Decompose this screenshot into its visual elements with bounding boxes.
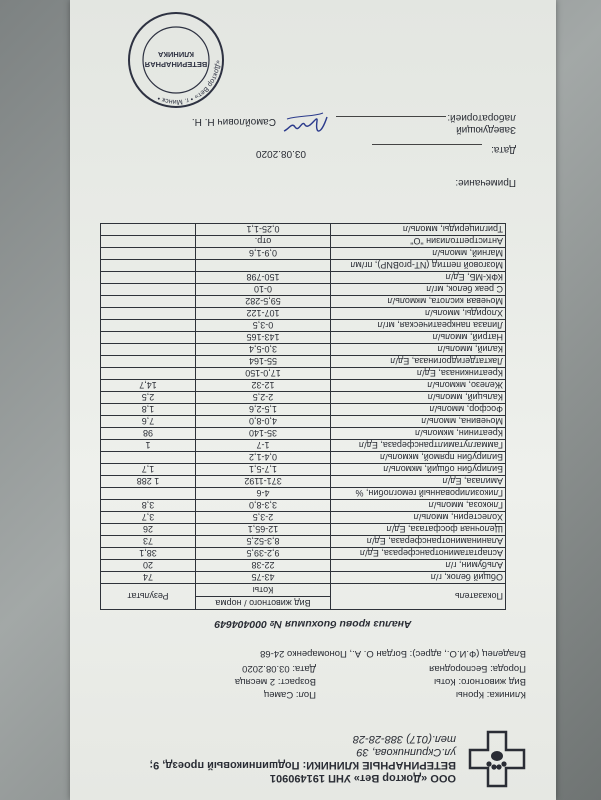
result-cell: 3,8 [101, 500, 196, 512]
table-row [101, 272, 506, 284]
clinic-legal-name: ООО «Доктор Вет» УНП 191490901 [269, 772, 456, 784]
result-cell [101, 332, 196, 344]
breed-field: Порода: Беспородная [429, 663, 526, 674]
norm-cell: 8,3-52,5 [196, 536, 331, 548]
table-row [101, 440, 506, 452]
sex-field: Пол: Самец [263, 689, 316, 700]
result-cell [101, 296, 196, 308]
clinic-phone: тел.(017) 388-28-28 [352, 733, 456, 745]
norm-cell: 17,0-150 [196, 368, 331, 380]
result-cell: 1 288 [101, 476, 196, 488]
header-indicator: Показатель [331, 584, 506, 610]
date-field: Дата: 03.08.2020 [242, 663, 316, 674]
result-cell [101, 284, 196, 296]
analysis-title: Анализ крови биохимия № 000404649 [214, 618, 412, 630]
species-field: Вид животного: Коты [434, 676, 526, 687]
result-cell [101, 272, 196, 284]
report-footer [96, 105, 516, 188]
indicator-cell: КФК-МБ, Ед/л [331, 272, 506, 284]
result-cell [101, 308, 196, 320]
footer-date-value: 03.08.2020 [255, 148, 306, 159]
result-cell: 98 [101, 428, 196, 440]
table-row [101, 524, 506, 536]
head-label-line1: Заведующий [456, 124, 516, 135]
table-row [101, 392, 506, 404]
indicator-cell: С реак белок, мг/л [331, 284, 506, 296]
norm-cell: 1-7 [196, 440, 331, 452]
norm-cell: 12-65,1 [196, 524, 331, 536]
result-cell [101, 368, 196, 380]
result-cell [101, 452, 196, 464]
table-row [101, 572, 506, 584]
indicator-cell: Креатинин, мкмоль/л [331, 428, 506, 440]
norm-cell: 12-32 [196, 380, 331, 392]
norm-cell: 43-75 [196, 572, 331, 584]
norm-cell: 0,4-1,2 [196, 452, 331, 464]
table-row [101, 320, 506, 332]
indicator-cell: Альбумин, г/л [331, 560, 506, 572]
indicator-cell: Хлориды, ммоль/л [331, 308, 506, 320]
table-row [101, 344, 506, 356]
indicator-cell: Калий, ммоль/л [331, 344, 506, 356]
norm-cell: 0-3,5 [196, 320, 331, 332]
norm-cell: 55-164 [196, 356, 331, 368]
indicator-cell: Железо, мкмоль/л [331, 380, 506, 392]
indicator-cell: Амилаза, Ед/л [331, 476, 506, 488]
table-row [101, 416, 506, 428]
table-row [101, 224, 506, 236]
table-row [101, 248, 506, 260]
footer-date-label: Дата: [491, 144, 516, 155]
result-cell: 2,5 [101, 392, 196, 404]
clinic-address-line: ВЕТЕРИНАРНЫЕ КЛИНИКИ: Подшипниковый проезд, 9; [149, 759, 456, 771]
indicator-cell: Натрий, ммоль/л [331, 332, 506, 344]
norm-cell: 1,7-5,1 [196, 464, 331, 476]
veterinary-cross-paw-icon [468, 730, 526, 788]
result-cell [101, 320, 196, 332]
norm-cell: 9,2-39,5 [196, 548, 331, 560]
indicator-cell: Билирубин прямой, мкмоль/л [331, 452, 506, 464]
table-row [101, 500, 506, 512]
indicator-cell: Холестерин, ммоль/л [331, 512, 506, 524]
table-row [101, 368, 506, 380]
result-cell [101, 248, 196, 260]
result-cell: 20 [101, 560, 196, 572]
patient-form [96, 645, 526, 700]
result-cell [101, 260, 196, 272]
table-row [101, 488, 506, 500]
indicator-cell: Липаза панкреатическая, мг/л [331, 320, 506, 332]
table-row [101, 380, 506, 392]
norm-cell: 4,0-8,0 [196, 416, 331, 428]
result-cell [101, 224, 196, 236]
result-cell: 7,6 [101, 416, 196, 428]
norm-cell: 0,25-1,1 [196, 224, 331, 236]
table-row [101, 404, 506, 416]
indicator-cell: Билирубин общий, мкмоль/л [331, 464, 506, 476]
table-row [101, 356, 506, 368]
result-cell: 38,1 [101, 548, 196, 560]
norm-cell: 59,5-282 [196, 296, 331, 308]
table-row [101, 236, 506, 248]
norm-cell: отр. [196, 236, 331, 248]
indicator-cell: Гликозилированный гемоглобин, % [331, 488, 506, 500]
indicator-cell: Аланинаминотрансфераза, Ед/л [331, 536, 506, 548]
result-cell: 1 [101, 440, 196, 452]
head-name: Самойлович Н. Н. [191, 116, 276, 127]
result-cell: 1,8 [101, 404, 196, 416]
norm-cell: 35-140 [196, 428, 331, 440]
result-cell: 1,7 [101, 464, 196, 476]
table-row [101, 512, 506, 524]
results-table [100, 223, 506, 610]
indicator-cell: Лактатдегидрогиназа, Ед/л [331, 356, 506, 368]
clinic-header [106, 692, 526, 792]
norm-cell: 371-1192 [196, 476, 331, 488]
clinic-street: ул.Скрипникова, 39 [356, 746, 456, 758]
result-cell [101, 236, 196, 248]
clinic-stamp [126, 10, 226, 110]
header-result: Результат [101, 584, 196, 610]
table-row [101, 428, 506, 440]
note-label: Примечание: [455, 177, 516, 188]
date-underline [372, 144, 482, 145]
norm-cell: 150-798 [196, 272, 331, 284]
indicator-cell: Общий белок, г/л [331, 572, 506, 584]
table-row [101, 296, 506, 308]
norm-cell: 22-38 [196, 560, 331, 572]
indicator-cell: Триглицериды, ммоль/л [331, 224, 506, 236]
result-cell: 73 [101, 536, 196, 548]
indicator-cell: Кальций, ммоль/л [331, 392, 506, 404]
owner-field: Владелец (Ф.И.О., адрес): Богдан О. А., Пономаренко 24-68 [260, 648, 526, 659]
stamp-ring-text: «Доктор Вет» • г. Минск • [156, 59, 222, 106]
norm-cell [196, 260, 331, 272]
clinic-field: Клиника: Кроны [455, 689, 526, 700]
norm-cell: 3,3-8,0 [196, 500, 331, 512]
norm-cell: 1,5-2,6 [196, 404, 331, 416]
norm-cell: 4-6 [196, 488, 331, 500]
result-cell: 3,7 [101, 512, 196, 524]
norm-cell: 0-10 [196, 284, 331, 296]
handwritten-signature [281, 109, 331, 139]
norm-cell: 2-2,5 [196, 392, 331, 404]
indicator-cell: Мозговой пептид (NT-proBNP), пг/мл [331, 260, 506, 272]
indicator-cell: Щелочная фосфатаза, Ед/л [331, 524, 506, 536]
signature-underline [336, 116, 446, 117]
table-row [101, 452, 506, 464]
table-row [101, 548, 506, 560]
table-row [101, 308, 506, 320]
indicator-cell: Креатинкиназа, Ед/л [331, 368, 506, 380]
indicator-cell: Глюкоза, ммоль/л [331, 500, 506, 512]
norm-cell: 0,9-1,6 [196, 248, 331, 260]
age-field: Возраст: 2 месяца [234, 676, 316, 687]
norm-cell: 3,0-5,4 [196, 344, 331, 356]
norm-cell: 107-122 [196, 308, 331, 320]
stamp-text-1: ВЕТЕРИНАРНАЯ [144, 60, 208, 69]
head-label-line2: лабораторией: [447, 112, 516, 123]
result-cell: 26 [101, 524, 196, 536]
norm-cell: 143-165 [196, 332, 331, 344]
result-cell: 74 [101, 572, 196, 584]
indicator-cell: Гаммаглутамилтрансфераза, Ед/л [331, 440, 506, 452]
indicator-cell: Мочевая кислота, мкмоль/л [331, 296, 506, 308]
table-row [101, 464, 506, 476]
table-row [101, 536, 506, 548]
table-row [101, 260, 506, 272]
header-norm: Вид животного / норма [196, 597, 331, 610]
result-cell: 14,7 [101, 380, 196, 392]
table-row [101, 560, 506, 572]
lab-report-sheet [70, 0, 556, 800]
indicator-cell: Фосфор, ммоль/л [331, 404, 506, 416]
indicator-cell: Магний, ммоль/л [331, 248, 506, 260]
indicator-cell: Аспартатаминотрансфераза, Ед/л [331, 548, 506, 560]
table-row [101, 284, 506, 296]
result-cell [101, 344, 196, 356]
header-norm-species: Коты [196, 584, 331, 597]
result-cell [101, 488, 196, 500]
result-cell [101, 356, 196, 368]
norm-cell: 2-3,5 [196, 512, 331, 524]
table-row [101, 476, 506, 488]
indicator-cell: Мочевина, ммоль/л [331, 416, 506, 428]
stamp-text-2: КЛИНИКА [157, 50, 195, 59]
table-row [101, 332, 506, 344]
indicator-cell: Антистрептолизин "О" [331, 236, 506, 248]
